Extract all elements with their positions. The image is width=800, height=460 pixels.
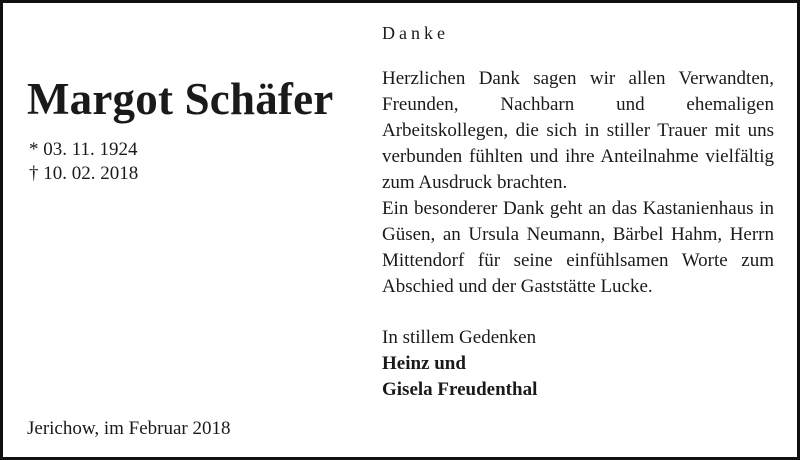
signer-line-1: Heinz und	[382, 353, 466, 374]
thanks-paragraph: Ein besonderer Dank geht an das Kastanienhaus in Güsen, an Ursula Neumann, Bärbel Hahm, Herrn Mittendorf für seine einfühlsamen Worte zum Abschied und der Gaststätte Lucke.	[382, 198, 774, 297]
signer-line-2: Gisela Freudenthal	[382, 379, 538, 400]
thanks-heading: Danke	[382, 23, 449, 43]
thanks-message	[382, 66, 774, 300]
deceased-name: Margot Schäfer	[27, 74, 334, 124]
signature-block	[382, 325, 537, 403]
birth-date: * 03. 11. 1924	[29, 139, 138, 160]
life-dates	[29, 138, 138, 186]
place-and-date: Jerichow, im Februar 2018	[27, 418, 231, 439]
thanks-paragraph: Herzlichen Dank sagen wir allen Verwandten, Freunden, Nachbarn und ehemaligen Arbeitskollegen, die sich in stiller Trauer mit uns verbunden fühlten und ihre Anteilnahme vielfältig zum Ausdruck brachten.	[382, 68, 774, 193]
closing-phrase: In stillem Gedenken	[382, 327, 537, 348]
death-date: † 10. 02. 2018	[29, 163, 139, 184]
